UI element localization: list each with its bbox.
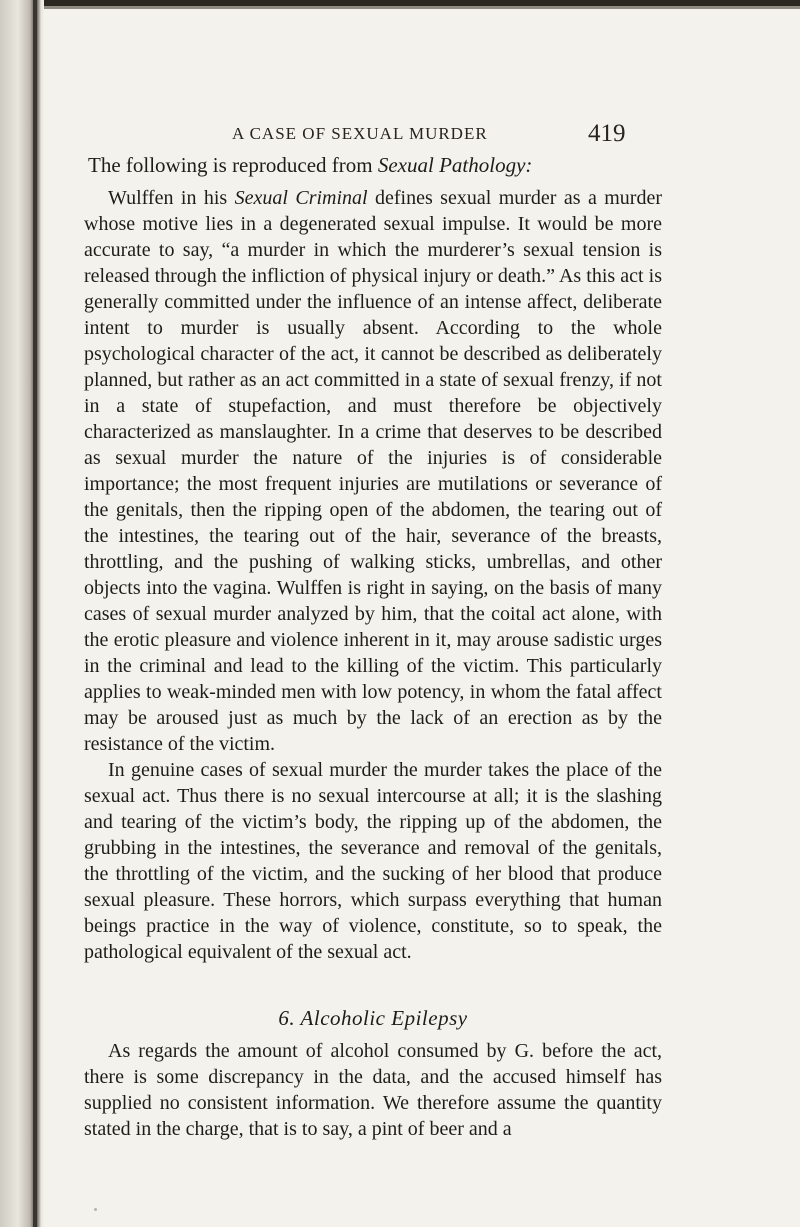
page-number: 419 (588, 120, 626, 147)
top-edge-shadow (0, 6, 800, 9)
source-title: Sexual Pathology: (377, 153, 533, 177)
paragraph-1-rest: defines sexual murder as a murder whose motive lies in a degenerated sexual impulse. It would be more accurate to say, “a murder in which the murderer’s sexual tension is released through the infliction of physical injury or death.” As this act is generally committed under the influence of an intense affect, deliberate intent to murder is usually absent. According to the whole psychological character of the act, it cannot be described as deliberately planned, but rather as an act committed in a state of sexual frenzy, if not in a state of stupefaction, and must therefore be objectively characterized as manslaughter. In a crime that deserves to be described as sexual murder the nature of the injuries is of considerable importance; the most frequent injuries are mutilations or severance of the genitals, then the ripping open of the abdomen, the tearing out of the intestines, the tearing out of the hair, severance of the breasts, throttling, and the pushing of walking sticks, umbrellas, and other objects into the vagina. Wulffen is right in saying, on the basis of many cases of sexual murder analyzed by him, that the coital act alone, with the erotic pleasure and violence inherent in it, may arouse sadistic urges in the criminal and lead to the killing of the victim. This particularly applies to weak-minded men with low potency, in whom the fatal affect may be aroused just as much by the lack of an erection as by the resistance of the victim. (84, 187, 662, 755)
paragraph-2: In genuine cases of sexual murder the murder takes the place of the sexual act. Thus there is no sexual intercourse at all; it is the slashing and tearing of the victim’s body, the ripping up of the abdomen, the grubbing in the intestines, the severance and removal of the genitals, the throttling of the victim, and the sucking of her blood that produce sexual pleasure. These horrors, which surpass everything that human beings practice in the way of violence, constitute, so to speak, the pathological equivalent of the sexual act. (84, 759, 662, 963)
paragraph-1 (84, 185, 662, 757)
section-number: 6. (278, 1006, 296, 1030)
paragraph-1-start: Wulffen in his (108, 187, 235, 209)
intro-text: The following is reproduced from (88, 153, 378, 177)
page-body (84, 152, 662, 1142)
intro-line (88, 152, 662, 178)
book-title-sexual-criminal: Sexual Criminal (234, 187, 368, 209)
section-heading (84, 1005, 662, 1031)
paragraph-3: As regards the amount of alcohol consumed by G. before the act, there is some discrepancy in the data, and the accused himself has supplied no consistent information. We therefore assume the quantity stated in the charge, that is to say, a pint of beer and a (84, 1040, 662, 1140)
section-title: Alcoholic Epilepsy (300, 1006, 468, 1030)
gutter-edge (33, 0, 37, 1227)
running-head: A CASE OF SEXUAL MURDER (232, 124, 488, 143)
paper-speck (94, 1208, 97, 1211)
book-gutter (0, 0, 44, 1227)
